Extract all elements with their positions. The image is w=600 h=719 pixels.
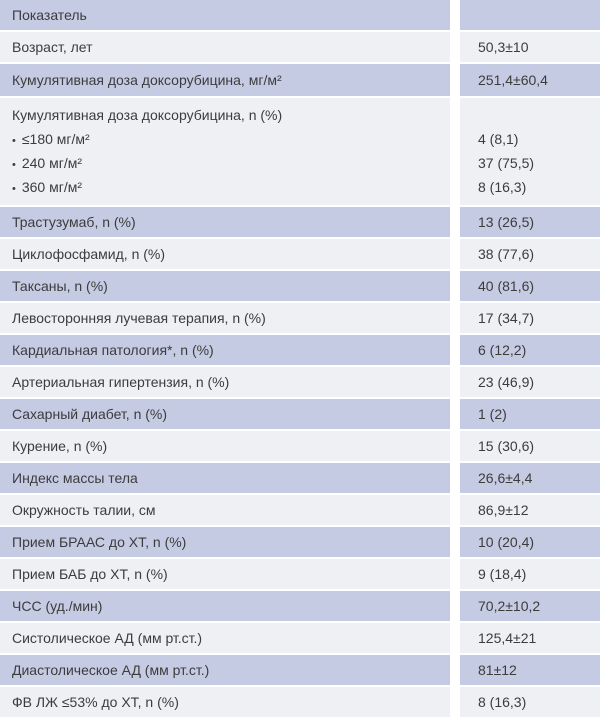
table-row xyxy=(0,271,600,303)
table-row xyxy=(0,64,600,98)
table-row xyxy=(0,367,600,399)
table-row xyxy=(0,239,600,271)
table-row xyxy=(0,495,600,527)
table-row xyxy=(0,303,600,335)
row-label: Возраст, лет xyxy=(0,32,460,62)
row-value: 251,4±60,4 xyxy=(478,72,548,88)
row-label: Прием БАБ до ХТ, n (%) xyxy=(0,559,460,589)
list-item-label: • ≤180 мг/м² xyxy=(12,127,90,151)
table-row xyxy=(0,527,600,559)
row-label: Сахарный диабет, n (%) xyxy=(0,399,460,429)
row-value: 1 (2) xyxy=(478,406,507,422)
row-label: Систолическое АД (мм рт.ст.) xyxy=(0,623,460,653)
list-item-value: 4 (8,1) xyxy=(478,131,519,147)
row-value: 10 (20,4) xyxy=(478,534,535,550)
row-value: 38 (77,6) xyxy=(478,246,535,262)
row-label: ЧСС (уд./мин) xyxy=(0,591,460,621)
table-row xyxy=(0,431,600,463)
table-row xyxy=(0,591,600,623)
row-value: 8 (16,3) xyxy=(478,694,527,710)
row-label: Левосторонняя лучевая терапия, n (%) xyxy=(0,303,460,333)
row-label: Артериальная гипертензия, n (%) xyxy=(0,367,460,397)
row-value: 40 (81,6) xyxy=(478,278,535,294)
table-row xyxy=(0,335,600,367)
row-value: 86,9±12 xyxy=(478,502,529,518)
row-label: Трастузумаб, n (%) xyxy=(0,207,460,237)
row-label: Кумулятивная доза доксорубицина, n (%) xyxy=(12,107,283,123)
list-item-label: • 240 мг/м² xyxy=(12,151,82,175)
row-label: Индекс массы тела xyxy=(0,463,460,493)
header-label: Показатель xyxy=(0,0,460,30)
table-row xyxy=(0,399,600,431)
row-value: 9 (18,4) xyxy=(478,566,527,582)
row-label: ФВ ЛЖ ≤53% до ХТ, n (%) xyxy=(0,687,460,717)
table-row xyxy=(0,207,600,239)
row-value: 50,3±10 xyxy=(478,39,529,55)
row-label: Окружность талии, см xyxy=(0,495,460,525)
list-item-value: 37 (75,5) xyxy=(478,155,535,171)
row-label: Кумулятивная доза доксорубицина, мг/м² xyxy=(0,64,460,96)
row-value: 13 (26,5) xyxy=(478,214,535,230)
row-value: 15 (30,6) xyxy=(478,438,535,454)
table-header-row xyxy=(0,0,600,32)
row-label: Диастолическое АД (мм рт.ст.) xyxy=(0,655,460,685)
row-value: 6 (12,2) xyxy=(478,342,527,358)
table-row-group xyxy=(0,98,600,207)
table-row xyxy=(0,32,600,64)
row-label: Таксаны, n (%) xyxy=(0,271,460,301)
row-label: Кардиальная патология*, n (%) xyxy=(0,335,460,365)
row-value: 81±12 xyxy=(478,662,517,678)
row-value: 125,4±21 xyxy=(478,630,537,646)
row-value: 17 (34,7) xyxy=(478,310,535,326)
table-row xyxy=(0,623,600,655)
table-row xyxy=(0,463,600,495)
table-row xyxy=(0,559,600,591)
row-value: 26,6±4,4 xyxy=(478,470,533,486)
row-value: 23 (46,9) xyxy=(478,374,535,390)
row-value: 70,2±10,2 xyxy=(478,598,541,614)
list-item-label: • 360 мг/м² xyxy=(12,175,82,199)
list-item-value: 8 (16,3) xyxy=(478,179,527,195)
row-label: Циклофосфамид, n (%) xyxy=(0,239,460,269)
table-row xyxy=(0,655,600,687)
row-label: Курение, n (%) xyxy=(0,431,460,461)
header-value xyxy=(460,0,600,30)
table-row xyxy=(0,687,600,719)
row-label: Прием БРААС до ХТ, n (%) xyxy=(0,527,460,557)
